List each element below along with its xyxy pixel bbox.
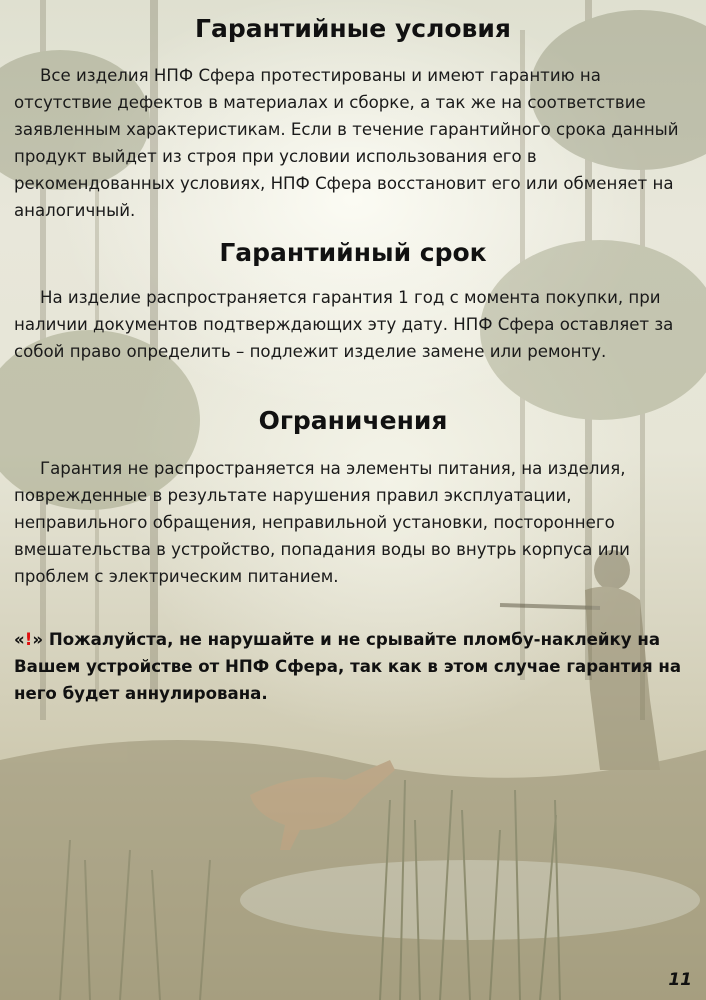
heading-warranty-period: Гарантийный срок	[219, 238, 487, 267]
heading-limitations: Ограничения	[258, 406, 448, 435]
paragraph-warranty-period: На изделие распространяется гарантия 1 год с момента покупки, при наличии документов подтверждающих эту дату. НПФ Сфера оставляет за собой право определить – подлежит изделие замене или ремонту.	[14, 288, 674, 361]
paragraph-warranty-conditions: Все изделия НПФ Сфера протестированы и имеют гарантию на отсутствие дефектов в материалах и сборке, а так же на соответствие заявленным характеристикам. Если в течение гарантийного срока данный продукт выйдет из строя при условии использования его в рекомендованных условиях, НПФ Сфера восстановит его или обменяет на аналогичный.	[14, 66, 679, 220]
paragraph-limitations: Гарантия не распространяется на элементы питания, на изделия, поврежденные в результате нарушения правил эксплуатации, неправильного обращения, неправильной установки, постороннего вмешательства в устройство, попадания воды во внутрь корпуса или проблем с электрическим питанием.	[14, 459, 630, 586]
warning-close-quote: »	[32, 630, 44, 649]
page-number: 11	[668, 970, 692, 990]
warning-note	[14, 626, 694, 707]
warning-open-quote: «	[14, 630, 25, 649]
warning-text: Пожалуйста, не нарушайте и не срывайте пломбу-наклейку на Вашем устройстве от НПФ Сфера, так как в этом случае гарантия на него будет аннулирована.	[14, 630, 682, 703]
heading-warranty-conditions: Гарантийные условия	[195, 14, 511, 43]
warning-exclamation-icon: !	[24, 630, 33, 649]
